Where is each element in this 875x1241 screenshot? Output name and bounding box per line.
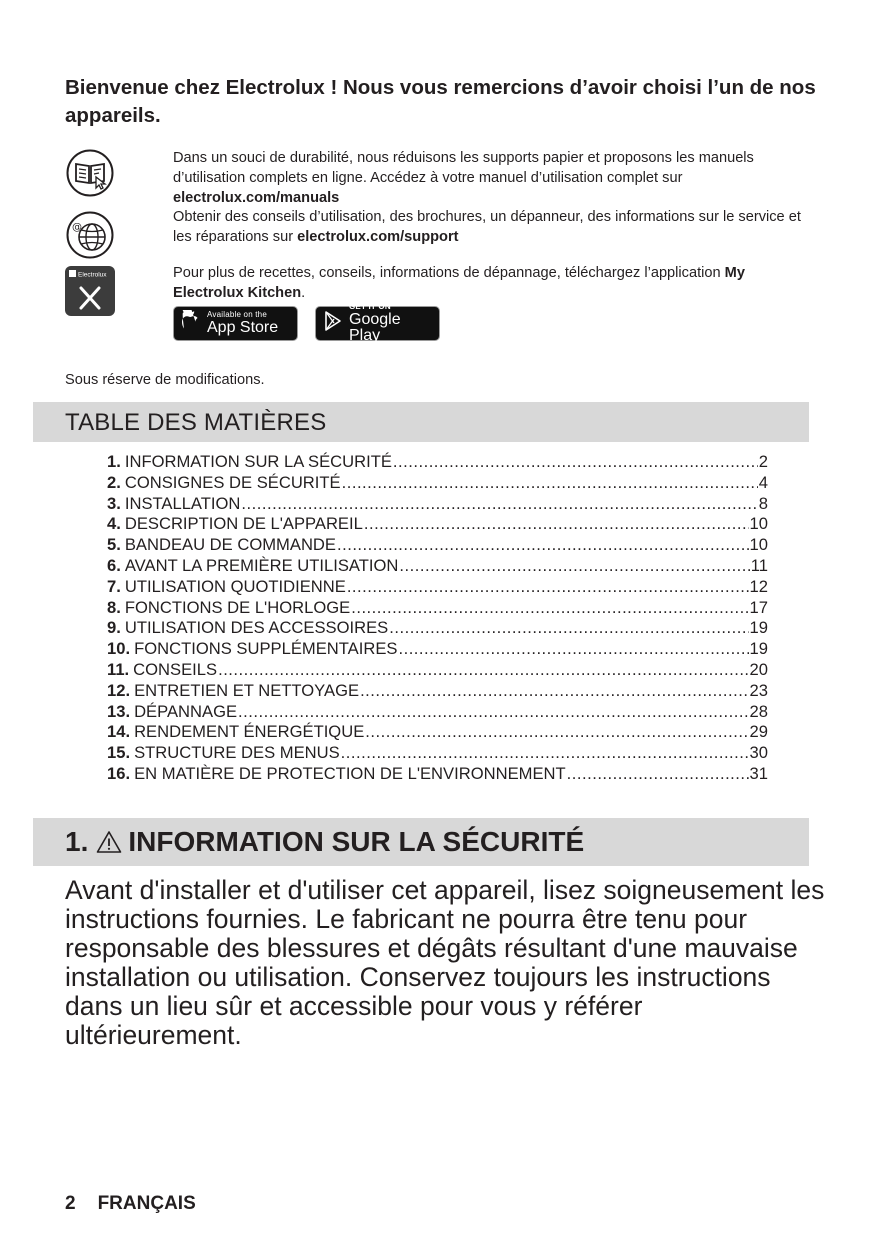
toc-item[interactable] <box>107 681 768 702</box>
toc-item-page: 19 <box>749 618 768 638</box>
app-icon-label: Electrolux <box>78 271 107 279</box>
google-play-badge[interactable] <box>315 302 440 344</box>
toc-leader-dots <box>241 494 757 515</box>
toc-item[interactable] <box>107 514 768 535</box>
toc-item-number: 15. <box>107 743 131 763</box>
toc-leader-dots <box>351 598 748 619</box>
toc-item-number: 10. <box>107 639 131 659</box>
toc-leader-dots <box>365 722 748 743</box>
globe-web-icon <box>65 210 115 260</box>
svg-text:@: @ <box>72 222 82 233</box>
support-paragraph <box>173 207 808 247</box>
section-title <box>65 826 584 858</box>
toc-leader-dots <box>567 764 749 785</box>
toc-item-number: 5. <box>107 535 121 555</box>
app-text: Pour plus de recettes, conseils, informations de dépannage, téléchargez l’application <box>173 265 725 281</box>
toc-item[interactable] <box>107 577 768 598</box>
toc-item-number: 2. <box>107 472 121 492</box>
welcome-heading: Bienvenue chez Electrolux ! Nous vous remercions d’avoir choisi l’un de nos appareils. <box>65 76 816 127</box>
toc-item-label: DÉPANNAGE <box>134 701 238 721</box>
toc-item-number: 12. <box>107 680 131 700</box>
toc-item-label: EN MATIÈRE DE PROTECTION DE L'ENVIRONNEMENT <box>134 763 566 783</box>
toc-item[interactable] <box>107 722 768 743</box>
app-paragraph <box>173 263 808 303</box>
toc-item[interactable] <box>107 660 768 681</box>
toc-item-number: 14. <box>107 722 131 742</box>
modification-notice: Sous réserve de modifications. <box>65 372 265 388</box>
toc-item-number: 11. <box>107 659 130 679</box>
footer-language: FRANÇAIS <box>97 1193 196 1214</box>
toc-item-label: UTILISATION DES ACCESSOIRES <box>124 618 389 638</box>
page-footer <box>65 1193 196 1215</box>
toc-item-label: DESCRIPTION DE L'APPAREIL <box>124 514 363 534</box>
toc-item-number: 9. <box>107 618 121 638</box>
toc-leader-dots <box>399 556 749 577</box>
toc-leader-dots <box>218 660 748 681</box>
support-text: Obtenir des conseils d’utilisation, des brochures, un dépanneur, des informations sur le service et les réparations sur <box>173 209 801 245</box>
toc-leader-dots <box>238 702 748 723</box>
safety-intro-paragraph: Avant d'installer et d'utiliser cet appareil, lisez soigneusement les instructions fournies. Le fabricant ne pourra être tenu pour responsable des blessures et dégâts résultant d'une mauvaise installation ou utilisation. Conservez toujours les instructions dans un lieu sûr et accessible pour vous y référer ultérieurement. <box>65 875 825 1050</box>
toc-item[interactable] <box>107 452 768 473</box>
section-number: 1. <box>65 826 89 857</box>
app-period: . <box>301 285 306 301</box>
electrolux-app-icon <box>65 266 115 316</box>
toc-item[interactable] <box>107 743 768 764</box>
toc-item-number: 4. <box>107 514 121 534</box>
toc-leader-dots <box>398 639 748 660</box>
toc-leader-dots <box>389 618 748 639</box>
toc-item[interactable] <box>107 618 768 639</box>
toc-item-page: 31 <box>749 763 768 783</box>
toc-item[interactable] <box>107 473 768 494</box>
toc-item-number: 7. <box>107 576 121 596</box>
toc-item-label: BANDEAU DE COMMANDE <box>124 535 336 555</box>
toc-item-page: 2 <box>758 452 768 471</box>
toc-item[interactable] <box>107 764 768 785</box>
toc-item-label: INFORMATION SUR LA SÉCURITÉ <box>124 452 392 471</box>
toc-item-label: AVANT LA PREMIÈRE UTILISATION <box>124 555 399 575</box>
toc-item-page: 12 <box>749 576 768 596</box>
toc-header <box>33 402 809 442</box>
toc-leader-dots <box>393 452 758 473</box>
toc-item[interactable] <box>107 639 768 660</box>
manuals-text: Dans un souci de durabilité, nous réduisons les supports papier et proposons les manuels d’utilisation complets en ligne. Accédez à votre manuel d’utilisation complet sur <box>173 150 754 186</box>
app-store-large-text: App Store <box>207 319 279 336</box>
toc-item-page: 30 <box>749 743 768 763</box>
toc-item-label: ENTRETIEN ET NETTOYAGE <box>134 680 360 700</box>
toc-item-page: 11 <box>750 555 768 575</box>
support-link[interactable]: electrolux.com/support <box>297 229 459 245</box>
toc-item-page: 4 <box>758 472 768 492</box>
manuals-paragraph <box>173 148 808 208</box>
app-store-badge[interactable] <box>173 306 298 341</box>
toc-item-page: 19 <box>749 639 768 659</box>
toc-item-page: 29 <box>749 722 768 742</box>
toc-list <box>107 452 768 785</box>
toc-item-label: UTILISATION QUOTIDIENNE <box>124 576 346 596</box>
toc-item-label: CONSIGNES DE SÉCURITÉ <box>124 472 341 492</box>
google-play-icon <box>323 310 343 337</box>
section-title-text: INFORMATION SUR LA SÉCURITÉ <box>128 826 585 857</box>
toc-leader-dots <box>342 473 758 494</box>
toc-item-label: FONCTIONS SUPPLÉMENTAIRES <box>134 639 398 659</box>
toc-item[interactable] <box>107 702 768 723</box>
toc-item-number: 16. <box>107 763 131 783</box>
toc-item[interactable] <box>107 535 768 556</box>
toc-item-page: 20 <box>749 659 768 679</box>
toc-item-label: RENDEMENT ÉNERGÉTIQUE <box>134 722 365 742</box>
toc-item-number: 3. <box>107 493 121 513</box>
toc-item-page: 17 <box>749 597 768 617</box>
google-play-small-text: GET IT ON <box>349 302 391 311</box>
toc-item-number: 1. <box>107 452 121 471</box>
toc-item-label: INSTALLATION <box>124 493 241 513</box>
toc-item[interactable] <box>107 598 768 619</box>
toc-leader-dots <box>347 577 749 598</box>
app-name: My Electrolux Kitchen <box>173 265 745 301</box>
toc-item[interactable] <box>107 556 768 577</box>
toc-item-number: 13. <box>107 701 131 721</box>
toc-leader-dots <box>337 535 749 556</box>
toc-item-page: 10 <box>749 535 768 555</box>
page-number: 2 <box>65 1193 76 1214</box>
manual-book-icon <box>65 148 115 198</box>
toc-item-page: 8 <box>758 493 768 513</box>
toc-item-page: 10 <box>749 514 768 534</box>
app-store-small-text: Available on the <box>207 310 267 319</box>
toc-item-number: 6. <box>107 555 121 575</box>
toc-item-label: CONSEILS <box>133 659 218 679</box>
toc-item-page: 28 <box>749 701 768 721</box>
toc-item-page: 23 <box>749 680 768 700</box>
apple-icon <box>181 310 201 337</box>
google-play-large-text: Google Play <box>349 311 401 344</box>
toc-leader-dots <box>360 681 748 702</box>
toc-item-label: STRUCTURE DES MENUS <box>134 743 340 763</box>
manuals-link[interactable]: electrolux.com/manuals <box>173 190 340 206</box>
toc-item[interactable] <box>107 494 768 515</box>
toc-title: TABLE DES MATIÈRES <box>65 409 327 436</box>
toc-item-number: 8. <box>107 597 121 617</box>
section-header <box>33 818 809 866</box>
toc-leader-dots <box>341 743 749 764</box>
toc-leader-dots <box>364 514 749 535</box>
warning-triangle-icon <box>96 830 122 854</box>
toc-item-label: FONCTIONS DE L'HORLOGE <box>124 597 351 617</box>
